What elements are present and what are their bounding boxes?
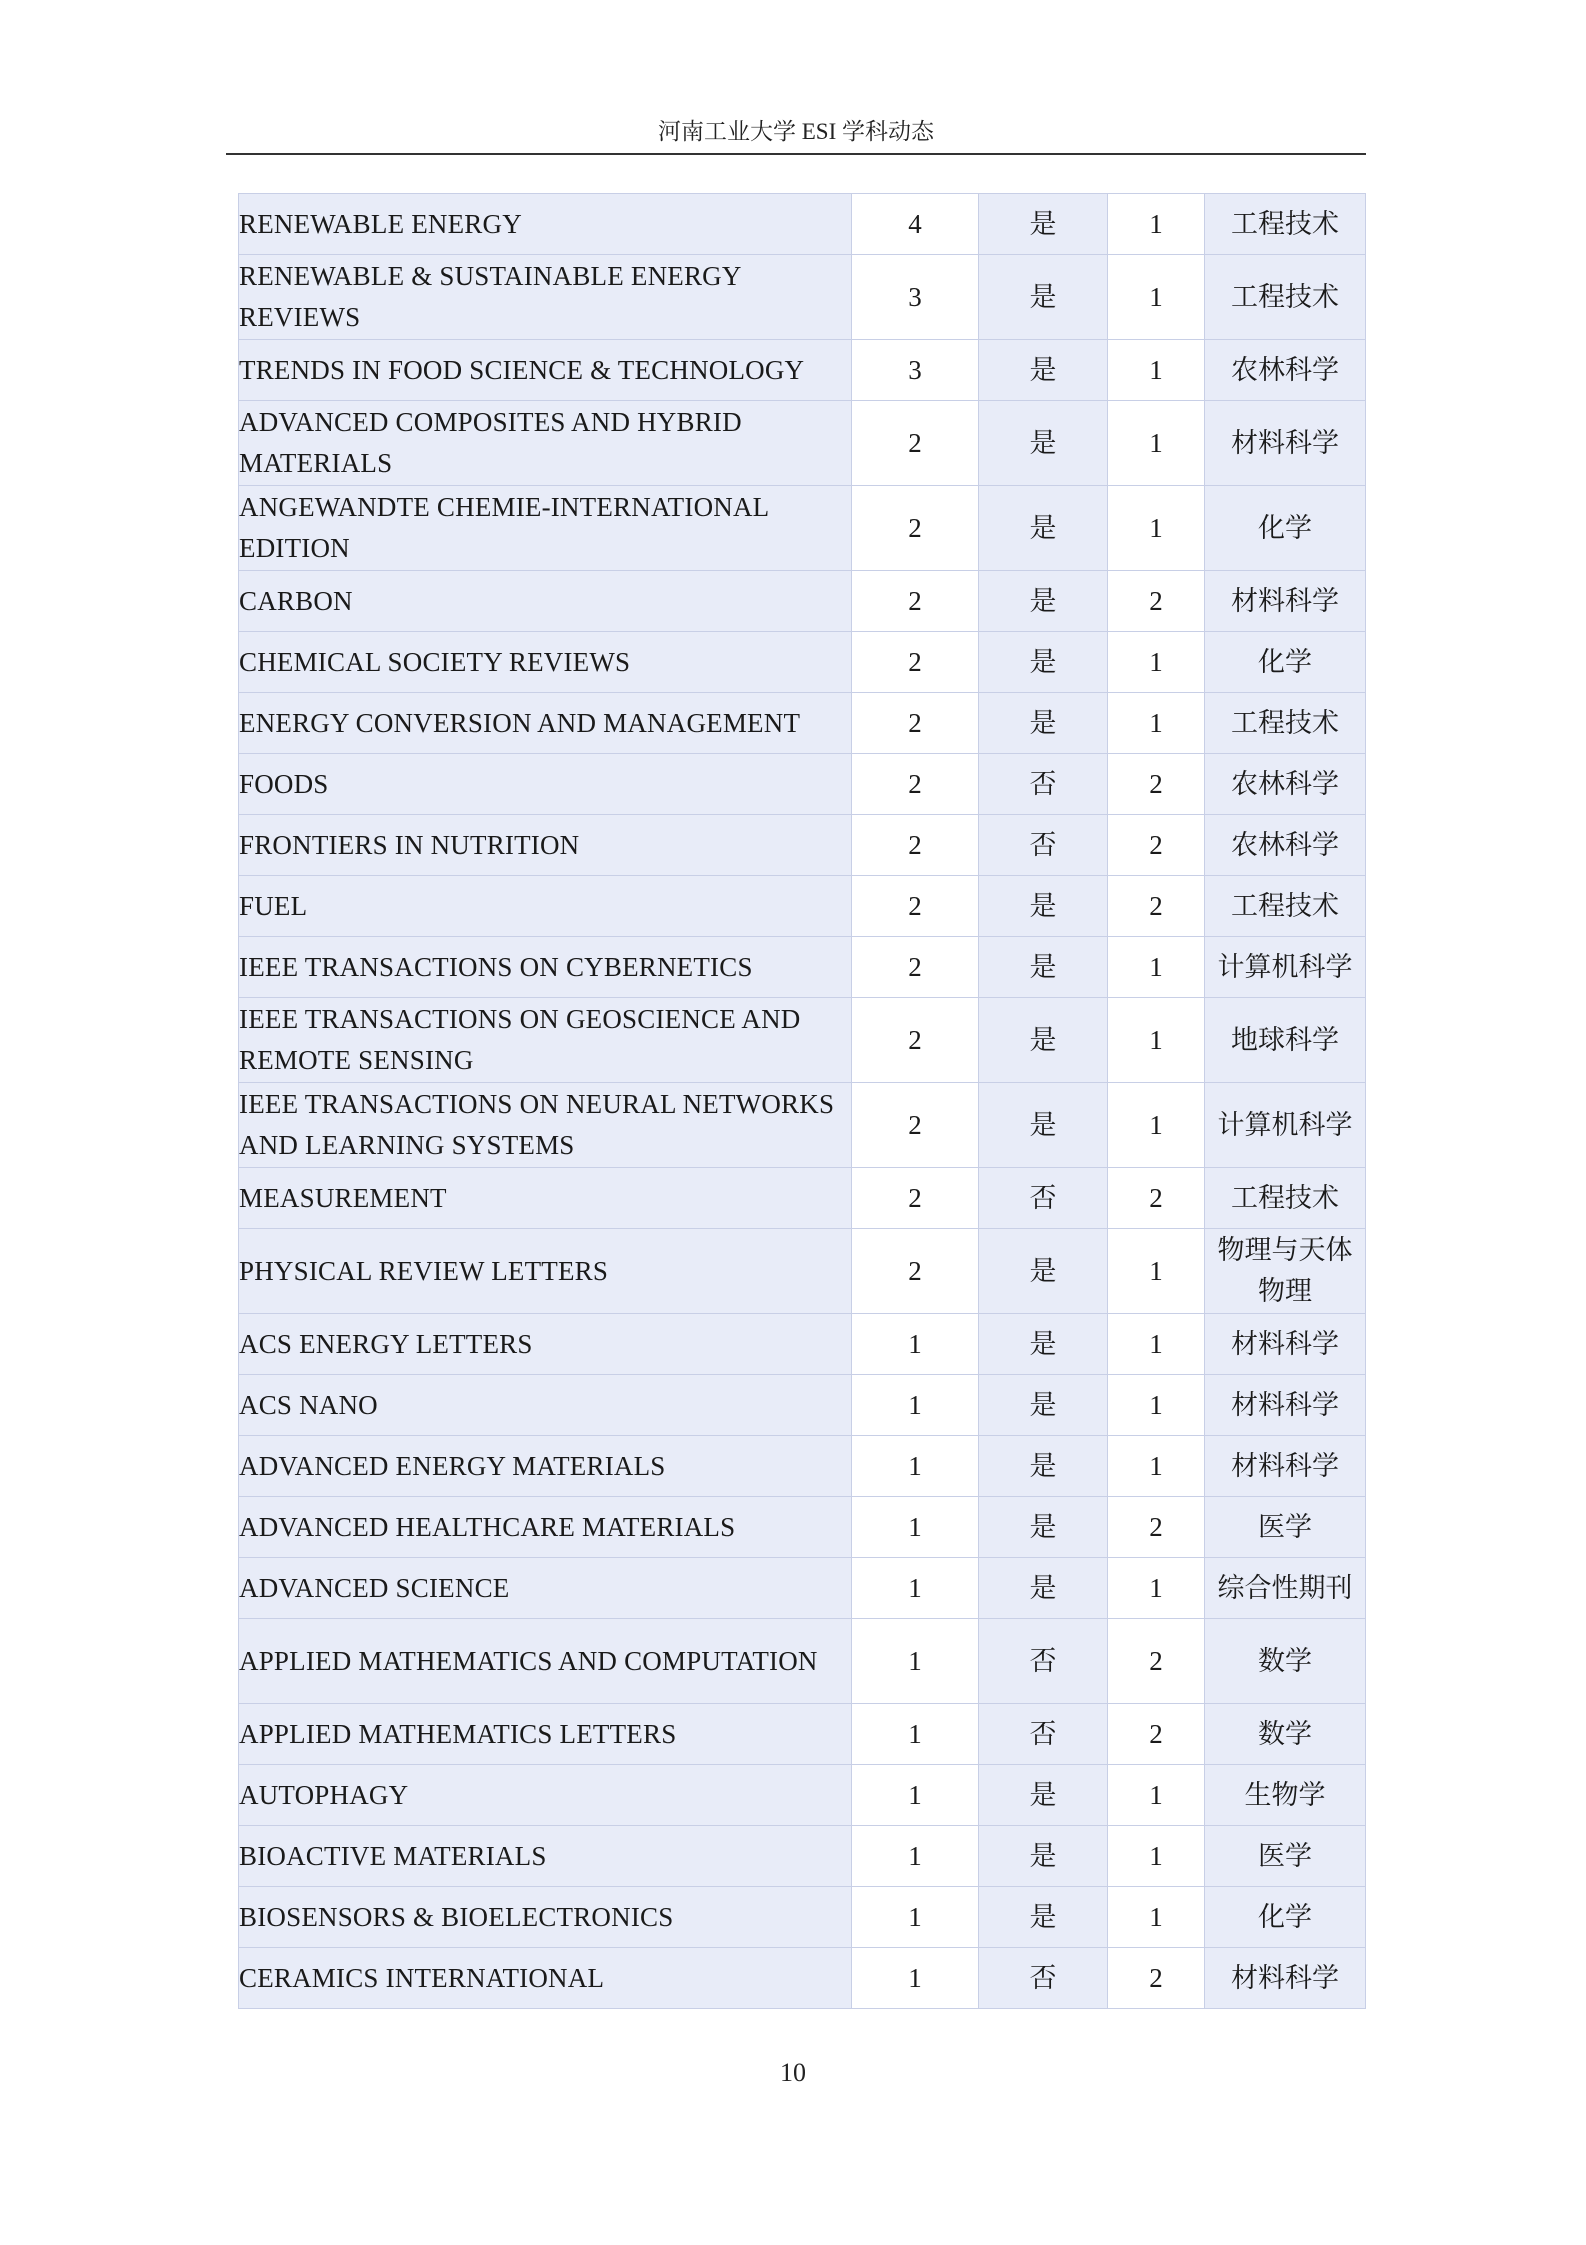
table-row [239, 1083, 1366, 1168]
table-row [239, 1619, 1366, 1704]
paper-count-cell: 3 [852, 255, 979, 340]
field-cell: 工程技术 [1205, 1168, 1366, 1229]
journal-name-cell: AUTOPHAGY [239, 1765, 852, 1826]
quartile-cell: 1 [1108, 1826, 1205, 1887]
field-cell: 医学 [1205, 1497, 1366, 1558]
journal-name-cell: FUEL [239, 876, 852, 937]
paper-count-cell: 2 [852, 754, 979, 815]
quartile-cell: 1 [1108, 998, 1205, 1083]
paper-count-cell: 1 [852, 1436, 979, 1497]
table-row [239, 255, 1366, 340]
flag-cell: 是 [979, 194, 1108, 255]
quartile-cell: 1 [1108, 255, 1205, 340]
flag-cell: 是 [979, 1375, 1108, 1436]
table-row [239, 937, 1366, 998]
flag-cell: 否 [979, 754, 1108, 815]
table-row [239, 1375, 1366, 1436]
table-row [239, 340, 1366, 401]
journal-name-cell: ANGEWANDTE CHEMIE-INTERNATIONAL EDITION [239, 486, 852, 571]
quartile-cell: 2 [1108, 571, 1205, 632]
quartile-cell: 1 [1108, 1887, 1205, 1948]
paper-count-cell: 2 [852, 876, 979, 937]
quartile-cell: 1 [1108, 937, 1205, 998]
table-row [239, 998, 1366, 1083]
journal-table [238, 193, 1366, 2009]
flag-cell: 是 [979, 1314, 1108, 1375]
quartile-cell: 2 [1108, 815, 1205, 876]
journal-name-cell: TRENDS IN FOOD SCIENCE & TECHNOLOGY [239, 340, 852, 401]
table-row [239, 754, 1366, 815]
field-cell: 化学 [1205, 486, 1366, 571]
table-row [239, 1558, 1366, 1619]
table-row [239, 1168, 1366, 1229]
journal-name-cell: ACS ENERGY LETTERS [239, 1314, 852, 1375]
table-row [239, 632, 1366, 693]
quartile-cell: 1 [1108, 1229, 1205, 1314]
field-cell: 材料科学 [1205, 571, 1366, 632]
running-header: 河南工业大学 ESI 学科动态 [658, 119, 934, 144]
journal-name-cell: FOODS [239, 754, 852, 815]
journal-table-body [239, 194, 1366, 2009]
journal-name-cell: ADVANCED SCIENCE [239, 1558, 852, 1619]
quartile-cell: 1 [1108, 693, 1205, 754]
field-cell: 材料科学 [1205, 1436, 1366, 1497]
flag-cell: 是 [979, 632, 1108, 693]
paper-count-cell: 3 [852, 340, 979, 401]
flag-cell: 是 [979, 998, 1108, 1083]
field-cell: 生物学 [1205, 1765, 1366, 1826]
journal-name-cell: BIOACTIVE MATERIALS [239, 1826, 852, 1887]
flag-cell: 否 [979, 1704, 1108, 1765]
quartile-cell: 2 [1108, 876, 1205, 937]
field-cell: 数学 [1205, 1704, 1366, 1765]
field-cell: 材料科学 [1205, 1314, 1366, 1375]
journal-name-cell: ADVANCED HEALTHCARE MATERIALS [239, 1497, 852, 1558]
quartile-cell: 1 [1108, 1436, 1205, 1497]
table-row [239, 194, 1366, 255]
table-row [239, 1887, 1366, 1948]
flag-cell: 是 [979, 255, 1108, 340]
journal-name-cell: ADVANCED ENERGY MATERIALS [239, 1436, 852, 1497]
journal-name-cell: PHYSICAL REVIEW LETTERS [239, 1229, 852, 1314]
paper-count-cell: 2 [852, 937, 979, 998]
quartile-cell: 2 [1108, 1497, 1205, 1558]
field-cell: 工程技术 [1205, 693, 1366, 754]
field-cell: 农林科学 [1205, 754, 1366, 815]
journal-name-cell: CARBON [239, 571, 852, 632]
journal-name-cell: IEEE TRANSACTIONS ON GEOSCIENCE AND REMOTE SENSING [239, 998, 852, 1083]
journal-name-cell: CHEMICAL SOCIETY REVIEWS [239, 632, 852, 693]
field-cell: 化学 [1205, 1887, 1366, 1948]
field-cell: 工程技术 [1205, 876, 1366, 937]
header-divider [226, 153, 1366, 155]
quartile-cell: 2 [1108, 1704, 1205, 1765]
paper-count-cell: 2 [852, 998, 979, 1083]
paper-count-cell: 1 [852, 1948, 979, 2009]
table-row [239, 1704, 1366, 1765]
flag-cell: 是 [979, 693, 1108, 754]
paper-count-cell: 1 [852, 1375, 979, 1436]
flag-cell: 是 [979, 340, 1108, 401]
journal-name-cell: ENERGY CONVERSION AND MANAGEMENT [239, 693, 852, 754]
table-row [239, 876, 1366, 937]
paper-count-cell: 2 [852, 1083, 979, 1168]
quartile-cell: 2 [1108, 1168, 1205, 1229]
flag-cell: 是 [979, 1229, 1108, 1314]
table-row [239, 1497, 1366, 1558]
quartile-cell: 2 [1108, 1948, 1205, 2009]
field-cell: 农林科学 [1205, 340, 1366, 401]
journal-name-cell: ADVANCED COMPOSITES AND HYBRID MATERIALS [239, 401, 852, 486]
quartile-cell: 1 [1108, 1375, 1205, 1436]
paper-count-cell: 1 [852, 1497, 979, 1558]
quartile-cell: 1 [1108, 632, 1205, 693]
quartile-cell: 1 [1108, 1314, 1205, 1375]
paper-count-cell: 2 [852, 632, 979, 693]
quartile-cell: 1 [1108, 1765, 1205, 1826]
journal-name-cell: IEEE TRANSACTIONS ON NEURAL NETWORKS AND LEARNING SYSTEMS [239, 1083, 852, 1168]
paper-count-cell: 2 [852, 815, 979, 876]
paper-count-cell: 4 [852, 194, 979, 255]
table-row [239, 1826, 1366, 1887]
field-cell: 材料科学 [1205, 1948, 1366, 2009]
field-cell: 化学 [1205, 632, 1366, 693]
table-row [239, 401, 1366, 486]
paper-count-cell: 1 [852, 1558, 979, 1619]
paper-count-cell: 1 [852, 1704, 979, 1765]
quartile-cell: 1 [1108, 194, 1205, 255]
flag-cell: 是 [979, 571, 1108, 632]
journal-name-cell: APPLIED MATHEMATICS AND COMPUTATION [239, 1619, 852, 1704]
journal-name-cell: CERAMICS INTERNATIONAL [239, 1948, 852, 2009]
table-row [239, 486, 1366, 571]
field-cell: 地球科学 [1205, 998, 1366, 1083]
journal-name-cell: RENEWABLE ENERGY [239, 194, 852, 255]
paper-count-cell: 2 [852, 401, 979, 486]
field-cell: 农林科学 [1205, 815, 1366, 876]
paper-count-cell: 1 [852, 1826, 979, 1887]
field-cell: 工程技术 [1205, 255, 1366, 340]
paper-count-cell: 1 [852, 1314, 979, 1375]
flag-cell: 否 [979, 1948, 1108, 2009]
table-row [239, 1948, 1366, 2009]
flag-cell: 是 [979, 401, 1108, 486]
field-cell: 医学 [1205, 1826, 1366, 1887]
flag-cell: 是 [979, 1497, 1108, 1558]
flag-cell: 是 [979, 1887, 1108, 1948]
paper-count-cell: 2 [852, 571, 979, 632]
paper-count-cell: 1 [852, 1887, 979, 1948]
journal-name-cell: ACS NANO [239, 1375, 852, 1436]
paper-count-cell: 2 [852, 1168, 979, 1229]
table-row [239, 1229, 1366, 1314]
table-row [239, 1765, 1366, 1826]
field-cell: 工程技术 [1205, 194, 1366, 255]
table-row [239, 571, 1366, 632]
table-row [239, 693, 1366, 754]
flag-cell: 否 [979, 815, 1108, 876]
field-cell: 物理与天体物理 [1205, 1229, 1366, 1314]
flag-cell: 是 [979, 1826, 1108, 1887]
flag-cell: 是 [979, 1436, 1108, 1497]
flag-cell: 是 [979, 876, 1108, 937]
paper-count-cell: 1 [852, 1619, 979, 1704]
journal-name-cell: FRONTIERS IN NUTRITION [239, 815, 852, 876]
flag-cell: 是 [979, 937, 1108, 998]
flag-cell: 否 [979, 1619, 1108, 1704]
journal-name-cell: RENEWABLE & SUSTAINABLE ENERGY REVIEWS [239, 255, 852, 340]
field-cell: 材料科学 [1205, 401, 1366, 486]
quartile-cell: 1 [1108, 486, 1205, 571]
page-number: 10 [780, 2058, 806, 2087]
field-cell: 材料科学 [1205, 1375, 1366, 1436]
paper-count-cell: 2 [852, 1229, 979, 1314]
quartile-cell: 1 [1108, 1558, 1205, 1619]
table-row [239, 1314, 1366, 1375]
quartile-cell: 1 [1108, 401, 1205, 486]
flag-cell: 否 [979, 1168, 1108, 1229]
journal-name-cell: APPLIED MATHEMATICS LETTERS [239, 1704, 852, 1765]
quartile-cell: 2 [1108, 1619, 1205, 1704]
quartile-cell: 2 [1108, 754, 1205, 815]
paper-count-cell: 2 [852, 693, 979, 754]
paper-count-cell: 1 [852, 1765, 979, 1826]
field-cell: 计算机科学 [1205, 937, 1366, 998]
table-row [239, 815, 1366, 876]
table-row [239, 1436, 1366, 1497]
journal-name-cell: MEASUREMENT [239, 1168, 852, 1229]
quartile-cell: 1 [1108, 1083, 1205, 1168]
field-cell: 综合性期刊 [1205, 1558, 1366, 1619]
journal-name-cell: IEEE TRANSACTIONS ON CYBERNETICS [239, 937, 852, 998]
flag-cell: 是 [979, 1083, 1108, 1168]
field-cell: 计算机科学 [1205, 1083, 1366, 1168]
flag-cell: 是 [979, 1558, 1108, 1619]
quartile-cell: 1 [1108, 340, 1205, 401]
field-cell: 数学 [1205, 1619, 1366, 1704]
flag-cell: 是 [979, 1765, 1108, 1826]
journal-name-cell: BIOSENSORS & BIOELECTRONICS [239, 1887, 852, 1948]
paper-count-cell: 2 [852, 486, 979, 571]
flag-cell: 是 [979, 486, 1108, 571]
